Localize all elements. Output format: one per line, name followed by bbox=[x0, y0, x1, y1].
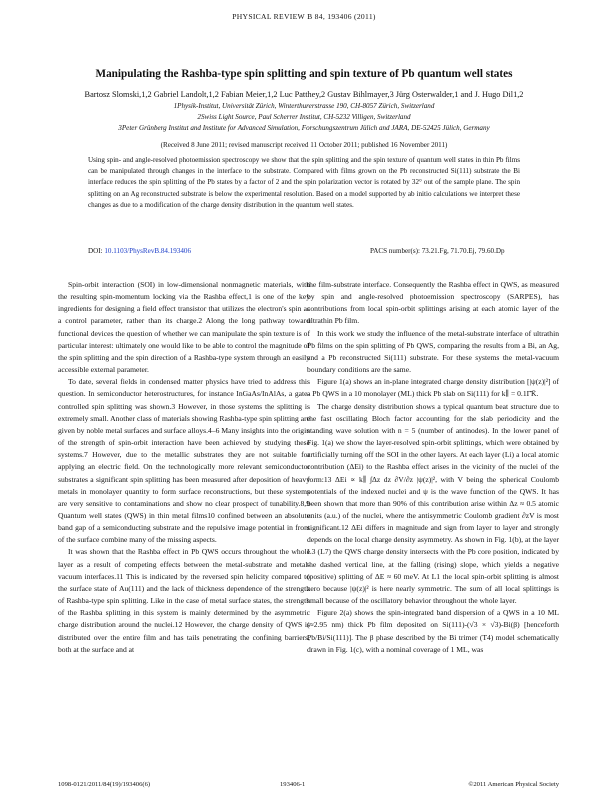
pacs-numbers: PACS number(s): 73.21.Fg, 71.70.Ej, 79.60.Dp bbox=[370, 247, 505, 255]
right-paragraph-2: In this work we study the influence of the metal-substrate interface of ultrathin Pb films on the spin splitting of Pb QWS, comparing the results from a Bi, an Ag, and a Pb reconstructed Si(111) substrate. For these systems the metal-vacuum boundary conditions are the same. bbox=[307, 328, 559, 375]
doi-label: DOI: bbox=[88, 247, 103, 255]
received-dates: (Received 8 June 2011; revised manuscript received 11 October 2011; published 16 November 2011) bbox=[160, 141, 448, 149]
abstract: Using spin- and angle-resolved photoemission spectroscopy we show that the spin splitting and the spin texture of quantum well states in thin Pb films can be manipulated through changes in the interface to the substrate. Compared with films grown on the Pb reconstructed Si(111) substrate the Bi interface reduces the spin splitting of the Pb states by a factor of 2 and the spin polarization vector is rotated by 32° out of the sample plane. The spin splitting on an Ag reconstructed substrate is below the experimental resolution. Based on a model supported by ab initio calculations we interpret these changes as due to a modification of the charge density distribution in the quantum well states. bbox=[88, 156, 520, 209]
left-paragraph-3: It was shown that the Rashba effect in Pb QWS occurs throughout the whole layer as a result of competing effects between the metal-substrate and metal-vacuum interfaces.11 This is indicated by the reversed spin helicity compared to the surface state of Au(111) and the lack of thickness dependence of the strength of Rashba-type spin splitting. Like in the case of metal surface states, the strength of the Rashba splitting in this system is mainly determined by the asymmetric charge distribution around the nuclei.12 However, the charge density of QWS is distributed over the entire film and has tails penetrating the confining barriers, both at the surface and at bbox=[58, 547, 310, 654]
footer-page-number: 193406-1 bbox=[280, 781, 306, 788]
doi-line bbox=[88, 247, 191, 255]
left-paragraph-2: To date, several fields in condensed matter physics have tried to address this question. In semiconductor heterostructures, for instance InGaAs/InAlAs, a gate-controlled spin splitting was shown.3 However, in those systems the splitting is extremely small. Another class of materials showing Rashba-type spin splitting are given by noble metal surfaces and surface alloys.4–6 Many insights into the origin of the strength of spin-orbit interaction have been achieved by studying these systems.7 However, due to the metallic substrates they are not suitable for applying an electric field. On the technologically more relevant semiconductor substrates a significant spin splitting has been measured after deposition of heavy metals in monolayer quantity to form surface reconstructions, but these systems are very sensitive to contaminations and show no clear prospect of tunability.8,9 Quantum well states (QWS) in thin metal films10 confined between an absolute band gap of a semiconducting substrate and the repulsive image potential in front of the surface combine many of the missing aspects. bbox=[58, 377, 310, 545]
affiliation-1: 1Physik-Institut, Universität Zürich, Winterthurerstrasse 190, CH-8057 Zürich, Switzerland bbox=[173, 102, 435, 110]
left-paragraph-1: Spin-orbit interaction (SOI) in low-dimensional nonmagnetic materials, with the resulting spin-momentum locking via the Rashba effect,1 is one of the key ingredients for designing a field effect transistor that utilizes the electron's spin as a control parameter, rather than its charge.2 Along the long pathway toward functional devices the question of whether we can manipulate the spin texture is of particular interest: ultimately one would like to be able to control the magnitude of the spin splitting and the spin direction of a Rashba-type system through an easily accessible external parameter. bbox=[58, 280, 310, 375]
right-paragraph-4: The charge density distribution shows a typical quantum beat structure due to the fast oscillating Bloch factor accounting for the slab periodicity and the standing wave solution with n = 5 (number of antinodes). In the lower panel of Fig. 1(a) we show the layer-resolved spin-orbit splittings, which were obtained by artificially turning off the SOI in the other layers. At each layer (Li) a local atomic contribution (ΔEi) to the Rashba effect arises in the vicinity of the nuclei of the form:13 ΔEi ∝ k∥ ∫Δz dz ∂V/∂z |ψ(z)|², with V being the spherical Coulomb potentials of the indexed nuclei and ψ is the wave function of the QWS. It has been shown that more than 90% of this contribution arise within Δz ≈ 0.5 atomic units (a.u.) of the nuclei, where the antisymmetric Coulomb gradient ∂zV is most significant.12 ΔEi differs in magnitude and sign from layer to layer and strongly depends on the local charge density asymmetry. As shown in Fig. 1(b), at the layer L3 (L7) the QWS charge density intersects with the Pb core position, indicated by the dashed vertical line, at the falling (rising) slope, which yields a negative (positive) splitting of ΔE ≈ 60 meV. At L1 the local spin-orbit splitting is almost zero because |ψ(z)|² is here nearly symmetric. The sum of all local splittings is small because of the oscillatory behavior throughout the whole layer. bbox=[307, 401, 559, 606]
footer-issn: 1098-0121/2011/84(19)/193406(6) bbox=[58, 781, 151, 788]
doi-link[interactable]: 10.1103/PhysRevB.84.193406 bbox=[104, 247, 192, 255]
affiliation-2: 2Swiss Light Source, Paul Scherrer Institut, CH-5232 Villigen, Switzerland bbox=[197, 113, 411, 121]
right-paragraph-1: the film-substrate interface. Consequently the Rashba effect in QWS, as measured by spin and angle-resolved photoemission spectroscopy (SARPES), has contributions from local spin-orbit splittings arising at each atomic layer of the ultrathin Pb film. bbox=[307, 280, 559, 326]
article-title: Manipulating the Rashba-type spin splitting and spin texture of Pb quantum well states bbox=[95, 68, 513, 80]
author-list: Bartosz Slomski,1,2 Gabriel Landolt,1,2 Fabian Meier,1,2 Luc Patthey,2 Gustav Bihlmayer,3 Jürg Osterwalder,1 and J. Hugo Dil1,2 bbox=[84, 90, 524, 99]
right-column bbox=[307, 279, 559, 656]
footer-copyright: ©2011 American Physical Society bbox=[468, 781, 559, 788]
left-column bbox=[58, 279, 310, 656]
right-paragraph-3: Figure 1(a) shows an in-plane integrated charge density distribution [|ψ(z)|²] of a Pb QWS in a 10 monolayer (ML) thick Pb slab on Si(111) for k∥ = 0.1Γ̄K̄. bbox=[307, 377, 559, 399]
affiliation-3: 3Peter Grünberg Institut and Institute for Advanced Simulation, Forschungszentrum Jülich and JARA, DE-52425 Jülich, Germany bbox=[118, 124, 490, 132]
right-paragraph-5: Figure 2(a) shows the spin-integrated band dispersion of a QWS in a 10 ML (≈2.95 nm) thick Pb film deposited on Si(111)-(√3 × √3)-Bi(β) [henceforth Pb/Bi/Si(111)]. The β phase described by the Bi trimer (T4) model schematically drawn in Fig. 1(c), with a nominal coverage of 1 ML, was bbox=[307, 608, 559, 654]
running-head: PHYSICAL REVIEW B 84, 193406 (2011) bbox=[232, 12, 376, 21]
